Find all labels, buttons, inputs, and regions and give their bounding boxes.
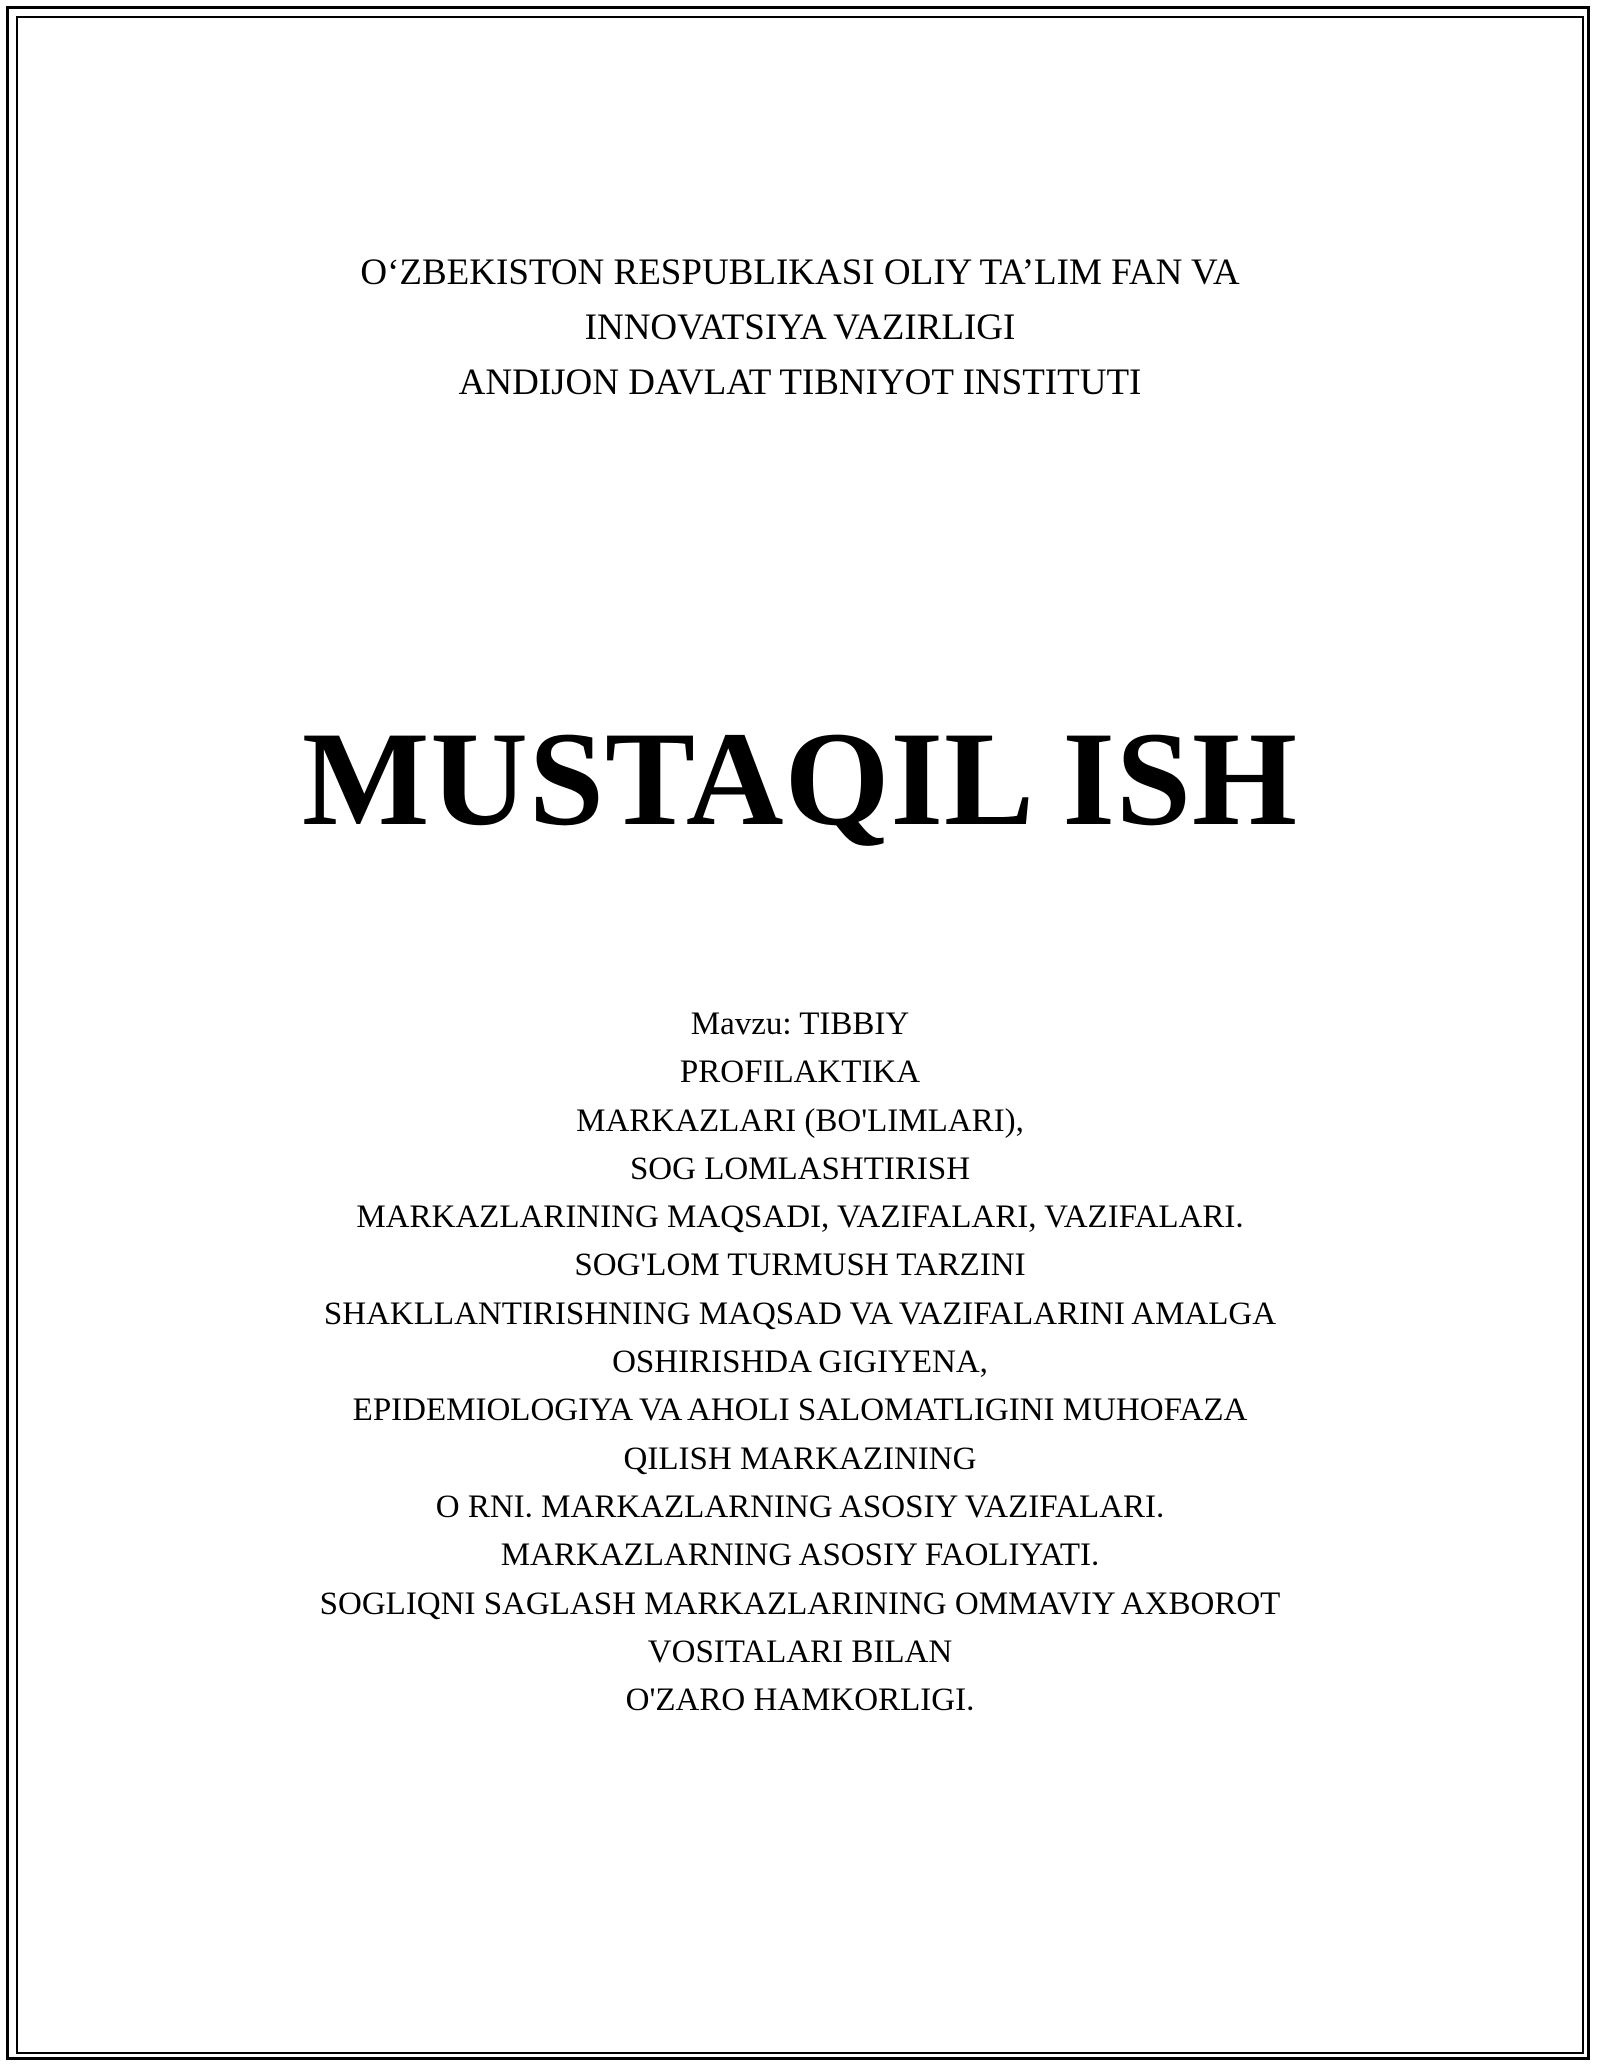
topic-line: SOGLIQNI SAGLASH MARKAZLARINING OMMAVIY AXBOROT [319, 1585, 1281, 1622]
topic-line: SOG LOMLASHTIRISH [629, 1150, 971, 1187]
topic-block [0, 1000, 1600, 1724]
topic-line: MARKAZLARNING ASOSIY FAOLIYATI. [500, 1537, 1100, 1574]
topic-line: MARKAZLARINING MAQSADI, VAZIFALARI, VAZIFALARI. [356, 1199, 1244, 1236]
header-line: ANDIJON DAVLAT TIBNIYOT INSTITUTI [458, 362, 1142, 403]
topic-line: OSHIRISHDA GIGIYENA, [612, 1344, 988, 1381]
topic-line: Mavzu: TIBBIY [690, 1006, 910, 1042]
topic-line: MARKAZLARI (BO'LIMLARI), [576, 1102, 1024, 1139]
header-line: O‘ZBEKISTON RESPUBLIKASI OLIY TA’LIM FAN VA [360, 252, 1240, 293]
topic-line: SHAKLLANTIRISHNING MAQSAD VA VAZIFALARINI AMALGA [323, 1295, 1277, 1332]
topic-line: VOSITALARI BILAN [647, 1633, 953, 1670]
topic-line: PROFILAKTIKA [679, 1054, 921, 1091]
topic-line: O'ZARO HAMKORLIGI. [625, 1682, 975, 1719]
header-line: INNOVATSIYA VAZIRLIGI [584, 307, 1016, 348]
topic-line: O RNI. MARKAZLARNING ASOSIY VAZIFALARI. [435, 1488, 1165, 1525]
document-title: MUSTAQIL ISH [301, 705, 1299, 854]
topic-line: EPIDEMIOLOGIYA VA AHOLI SALOMATLIGINI MUHOFAZA [352, 1392, 1248, 1429]
topic-line: SOG'LOM TURMUSH TARZINI [574, 1247, 1026, 1284]
institution-header [0, 245, 1600, 410]
topic-line: QILISH MARKAZINING [623, 1440, 977, 1477]
